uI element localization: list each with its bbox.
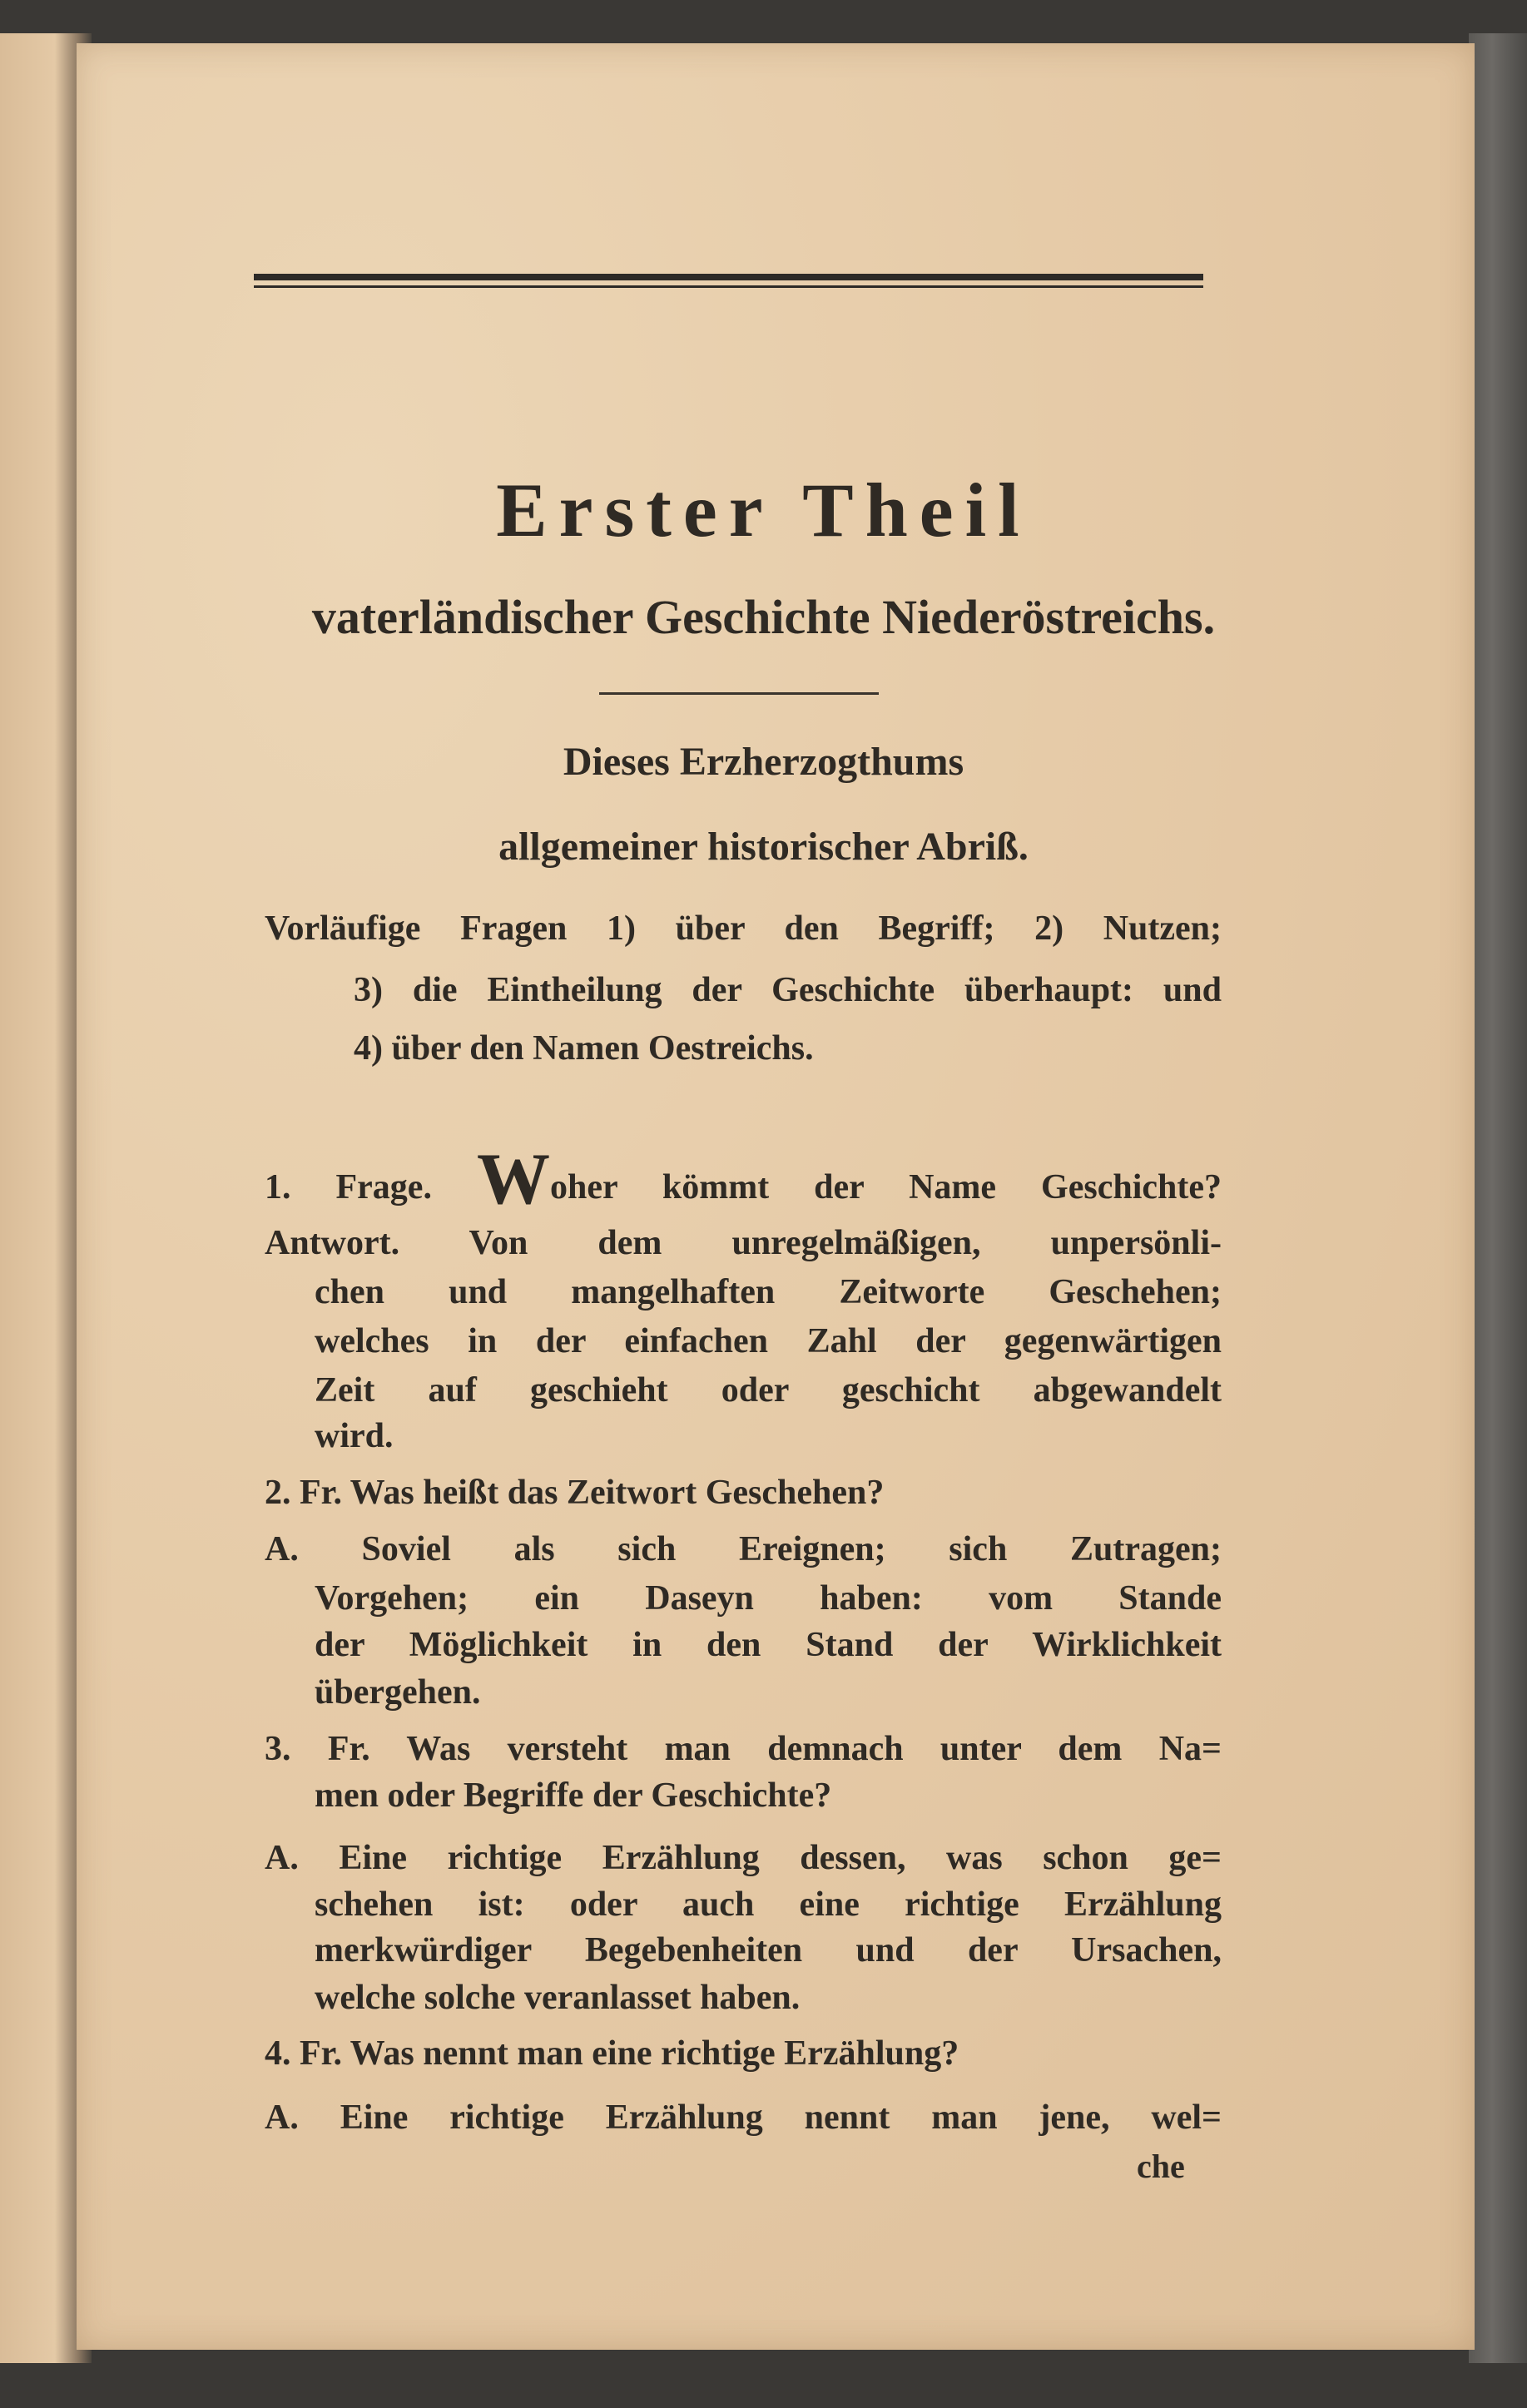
part-subtitle: vaterländischer Geschichte Niederöstreichs. bbox=[311, 590, 1216, 644]
intro-line: 4) über den Namen Oestreichs. bbox=[354, 1029, 814, 1068]
first-question bbox=[265, 1139, 1222, 1220]
drop-initial: W bbox=[476, 1139, 550, 1220]
text-line: Antwort. Von dem unregelmäßigen, unpersönli- bbox=[265, 1224, 1222, 1262]
header-rule bbox=[254, 274, 1203, 280]
intro-line: 3) die Eintheilung der Geschichte überhaupt: und bbox=[354, 971, 1222, 1009]
text-line: A. Eine richtige Erzählung dessen, was schon ge= bbox=[265, 1839, 1222, 1877]
intro-line: Vorläufige Fragen 1) über den Begriff; 2) Nutzen; bbox=[265, 909, 1222, 948]
text-line: welche solche veranlasset haben. bbox=[315, 1979, 801, 2017]
text-line: 4. Fr. Was nennt man eine richtige Erzählung? bbox=[265, 2034, 959, 2073]
section-heading-line-1: Dieses Erzherzogthums bbox=[563, 740, 964, 784]
text-line: welches in der einfachen Zahl der gegenwärtigen bbox=[315, 1322, 1222, 1360]
divider-rule bbox=[599, 692, 879, 695]
book-cover-edge bbox=[1469, 33, 1527, 2363]
text-line: A. Soviel als sich Ereignen; sich Zutragen; bbox=[265, 1530, 1222, 1568]
text-line: chen und mangelhaften Zeitworte Geschehen; bbox=[315, 1273, 1222, 1311]
text-line: Zeit auf geschieht oder geschicht abgewandelt bbox=[315, 1371, 1222, 1410]
text-line: merkwürdiger Begebenheiten und der Ursachen, bbox=[315, 1931, 1222, 1970]
text-line: men oder Begriffe der Geschichte? bbox=[315, 1776, 832, 1815]
text-line: der Möglichkeit in den Stand der Wirklichkeit bbox=[315, 1626, 1222, 1664]
text-line: schehen ist: oder auch eine richtige Erzählung bbox=[315, 1885, 1222, 1924]
text-line: wird. bbox=[315, 1417, 394, 1455]
text-line: 3. Fr. Was versteht man demnach unter dem Na= bbox=[265, 1730, 1222, 1768]
catchword: che bbox=[1137, 2148, 1185, 2185]
text-line: 2. Fr. Was heißt das Zeitwort Geschehen? bbox=[265, 1474, 885, 1512]
section-heading-line-2: allgemeiner historischer Abriß. bbox=[498, 825, 1029, 869]
header-rule-thin bbox=[254, 285, 1203, 288]
text-line: A. Eine richtige Erzählung nennt man jene, wel= bbox=[265, 2098, 1222, 2137]
question-text: oher kömmt der Name Geschichte? bbox=[549, 1168, 1222, 1206]
question-label: 1. Frage. bbox=[265, 1168, 432, 1206]
part-title: Erster Theil bbox=[496, 468, 1031, 552]
text-line: Vorgehen; ein Daseyn haben: vom Stande bbox=[315, 1579, 1222, 1618]
text-line: übergehen. bbox=[315, 1673, 481, 1712]
